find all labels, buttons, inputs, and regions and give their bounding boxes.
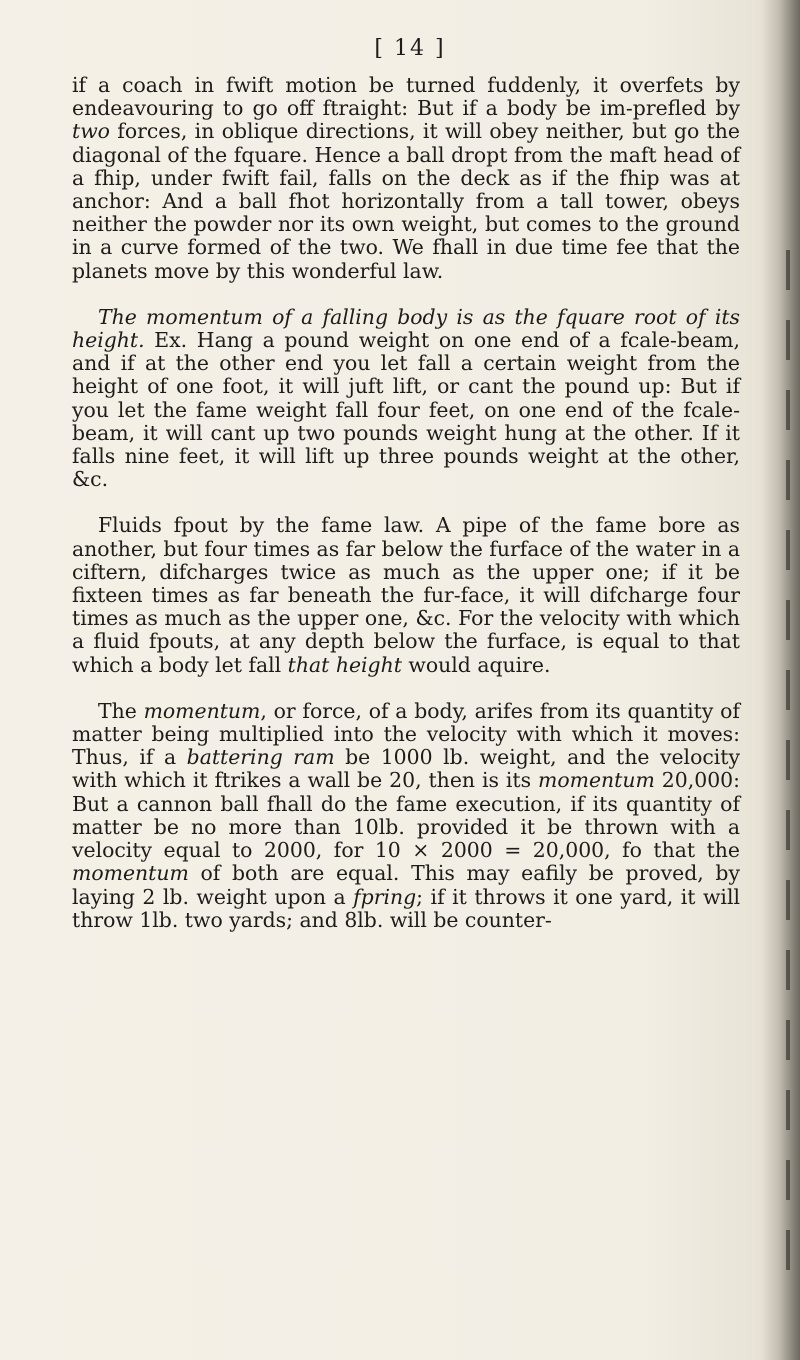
text-run: of both are equal. This may eafily be proved, by laying 2 lb. weight upon a: [72, 861, 740, 909]
paragraph: [72, 700, 740, 932]
text-run: Fluids fpout by the fame law. A pipe of the fame bore as another, but four times as far below the furface of the water in a ciftern, difcharges twice as much as the upper one; if it be fixteen times as far beneath the fur-face, it will difcharge four times as much as the upper one, &c. For the velocity with which a fluid fpouts, at any depth below the furface, is equal to that which a body let fall: [72, 513, 740, 677]
italic-run: momentum: [143, 698, 261, 723]
italic-run: The momentum of a falling body is as the fquare root of its height.: [72, 304, 740, 353]
italic-run: momentum: [72, 861, 189, 886]
body-text: [72, 74, 740, 932]
text-run: The: [98, 698, 144, 723]
paragraph: [72, 306, 740, 492]
italic-run: momentum: [538, 768, 655, 793]
page-number: [ 14 ]: [374, 36, 446, 61]
text-run: if a coach in fwift motion be turned fuddenly, it overfets by endeavouring to go off ftraight: But if a body be im-prefled by: [72, 73, 740, 121]
text-run: Ex. Hang a pound weight on one end of a fcale-beam, and if at the other end you let fall a certain weight from the height of one foot, it will juft lift, or cant the pound up: But if you let the fame weight fall four feet, on one end of the fcale-beam, it will cant up two pounds weight hung at the other. If it falls nine feet, it will lift up three pounds weight at the other, &c.: [72, 328, 740, 492]
page-binding-shadow: [762, 0, 800, 1360]
italic-run: fpring: [353, 884, 417, 909]
page-edge: [786, 250, 790, 1300]
text-run: 20,000: But a cannon ball fhall do the fame execution, if its quantity of matter be no more than 10lb. provided it be thrown with a velocity equal to 2000, for 10 × 2000 = 20,000, fo that the: [72, 768, 741, 863]
paragraph: [72, 74, 740, 283]
italic-run: that height: [287, 652, 402, 677]
text-run: forces, in oblique directions, it will obey neither, but go the diagonal of the fquare. Hence a ball dropt from the maft head of a fhip, under fwift fail, falls on the deck as if the fhip was at anchor: And a ball fhot horizontally from a tall tower, obeys neither the powder nor its own weight, but comes to the ground in a curve formed of the two. We fhall in due time fee that the planets move by this wonderful law.: [72, 119, 740, 283]
italic-run: two: [72, 119, 110, 144]
text-run: ; if it throws it one yard, it will throw 1lb. two yards; and 8lb. will be counter-: [72, 884, 740, 932]
text-run: be 1000 lb. weight, and the velocity with which it ftrikes a wall be 20, then is its: [72, 745, 740, 793]
italic-run: battering ram: [186, 745, 335, 770]
paragraph: [72, 514, 740, 676]
text-run: would aquire.: [401, 652, 551, 677]
text-run: , or force, of a body, arifes from its quantity of matter being multiplied into the velocity with which it moves: Thus, if a: [72, 698, 740, 770]
